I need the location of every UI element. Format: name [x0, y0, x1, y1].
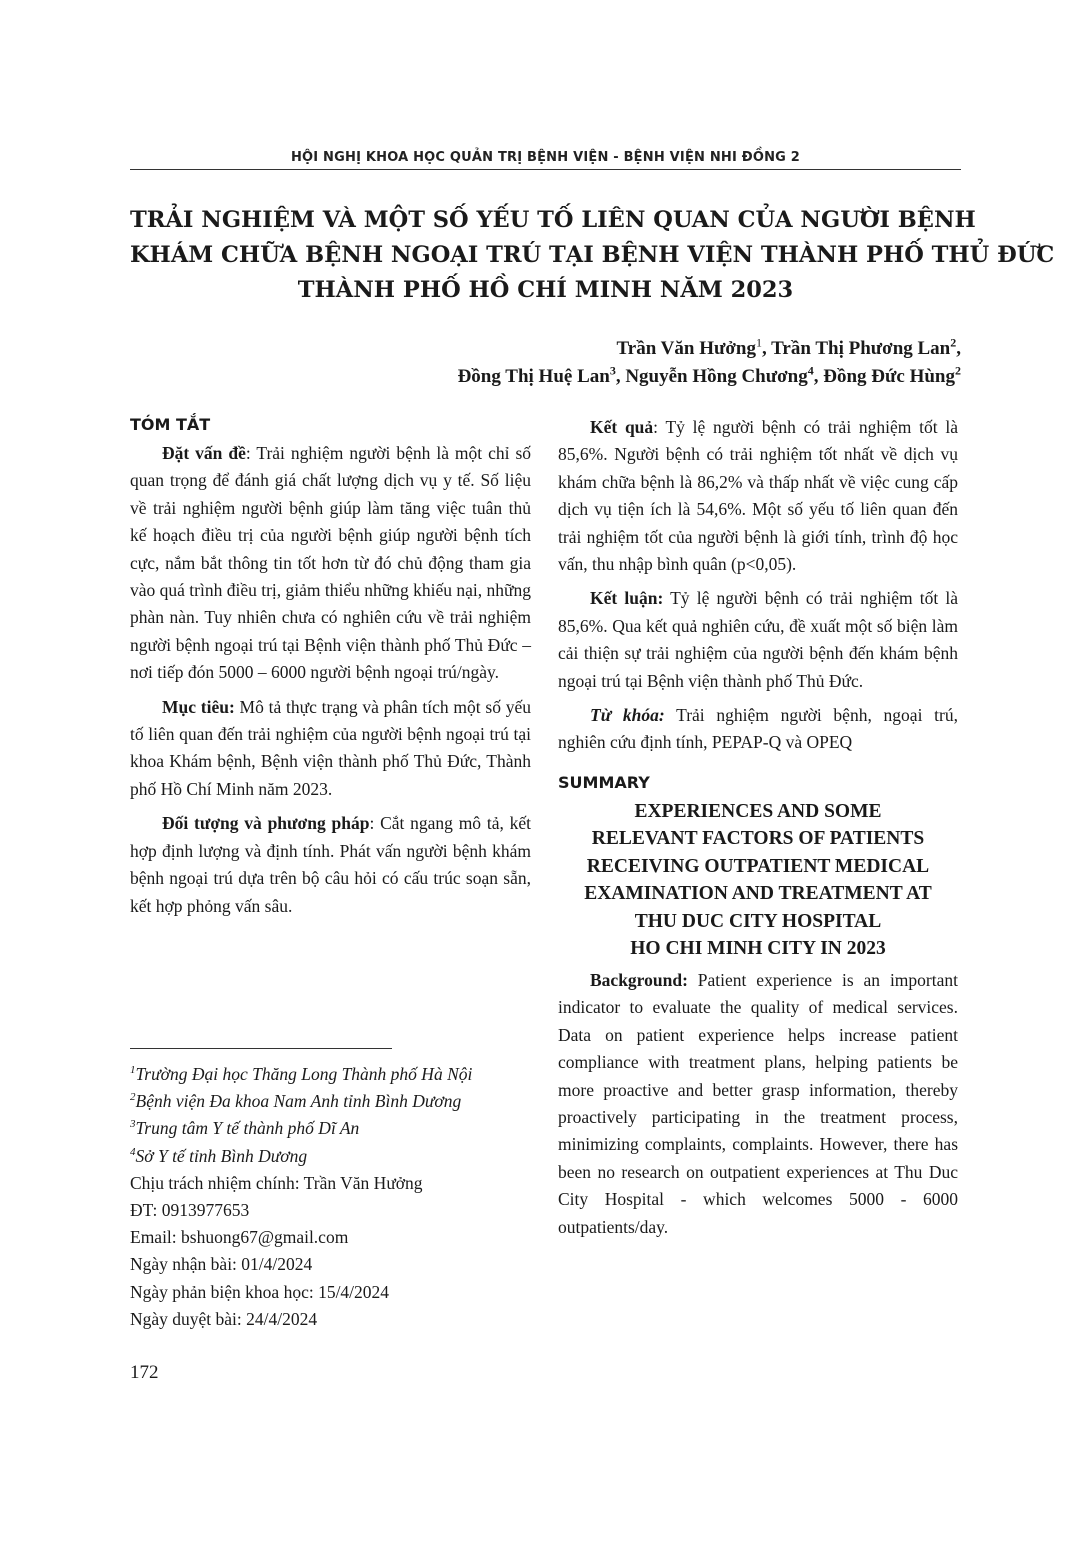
english-title-line: EXPERIENCES AND SOME	[634, 800, 882, 822]
author-affiliation-mark: 2	[950, 335, 957, 350]
author-separator: ,	[761, 338, 772, 359]
running-head: HỘI NGHỊ KHOA HỌC QUẢN TRỊ BỆNH VIỆN - BỆNH VIỆN NHI ĐỒNG 2	[290, 150, 801, 165]
author-affiliation-mark: 1	[755, 335, 762, 350]
author-affiliation-mark: 4	[807, 363, 814, 378]
affiliation-text: Bệnh viện Đa khoa Nam Anh tỉnh Bình Dương	[135, 1091, 462, 1112]
english-title-line: RELEVANT FACTORS OF PATIENTS	[591, 828, 925, 850]
english-title	[558, 798, 958, 963]
affiliation	[130, 1088, 530, 1115]
affiliation-mark: 1	[130, 1064, 136, 1077]
date-received: Ngày nhận bài: 01/4/2024	[130, 1254, 313, 1275]
section-text: : Cắt ngang mô tả, kết hợp định lượng và định tính. Phát vấn người bệnh khám bệnh ngoại trú dựa trên bộ câu hỏi có cấu trúc soạn sẵn, kết hợp phỏng vấn sâu.	[130, 813, 531, 916]
section-label: Từ khóa:	[590, 705, 665, 726]
affiliation	[130, 1115, 530, 1142]
section-text: : Trải nghiệm người bệnh là một chỉ số quan trọng để đánh giá chất lượng dịch vụ y tế. Số liệu về trải nghiệm người bệnh giúp làm tăng việc tuân thủ kế hoạch điều trị của người bệnh giúp người bệnh tích cực, nắm bắt thông tin tốt hơn từ đó chủ động tham gia vào quá trình điều trị, giảm thiểu những khiếu nại, những phàn nàn. Tuy nhiên chưa có nghiên cứu về trải nghiệm người bệnh ngoại trú tại Bệnh viện thành phố Thủ Đức – nơi tiếp đón 5000 – 6000 người bệnh ngoại trú/ngày.	[130, 443, 532, 683]
date-reviewed: Ngày phản biện khoa học: 15/4/2024	[130, 1281, 390, 1302]
author-separator: ,	[615, 366, 626, 387]
date-accepted: Ngày duyệt bài: 24/4/2024	[130, 1308, 318, 1329]
abstract-background	[130, 440, 531, 687]
email: Email: bshuong67@gmail.com	[130, 1227, 349, 1248]
page-number: 172	[130, 1362, 159, 1383]
english-title-line: EXAMINATION AND TREATMENT AT	[584, 883, 932, 905]
corresponding-author: Chịu trách nhiệm chính: Trần Văn Hưởng	[130, 1172, 423, 1193]
author-list	[458, 335, 961, 391]
author-name: Trần Thị Phương Lan	[771, 338, 951, 359]
section-label: Mục tiêu:	[162, 696, 235, 717]
article-title	[130, 203, 1055, 308]
footnotes	[130, 1061, 530, 1333]
section-label: Background:	[590, 969, 688, 990]
author-separator: ,	[956, 338, 961, 359]
abstract-keywords	[558, 702, 958, 757]
summary-heading: SUMMARY	[558, 772, 650, 792]
author-separator: ,	[813, 366, 824, 387]
section-label: Kết quả	[590, 417, 654, 437]
section-label: Đặt vấn đề	[162, 443, 246, 463]
header-rule	[130, 169, 961, 170]
affiliation-mark: 4	[130, 1145, 136, 1158]
right-column	[558, 414, 958, 1248]
abstract-objective	[130, 694, 531, 804]
left-column	[130, 414, 531, 927]
section-text: Mô tả thực trạng và phân tích một số yếu tố liên quan đến trải nghiệm của người bệnh ngoại trú tại khoa Khám bệnh, Bệnh viện thành phố Thủ Đức, Thành phố Hồ Chí Minh năm 2023.	[130, 696, 531, 799]
english-title-line: HO CHI MINH CITY IN 2023	[630, 938, 886, 960]
affiliation-text: Sở Y tế tỉnh Bình Dương	[135, 1145, 308, 1166]
author-name: Đồng Đức Hùng	[823, 366, 955, 387]
abstract-heading: TÓM TẮT	[130, 415, 211, 434]
abstract-results	[558, 414, 958, 578]
author-name: Trần Văn Hưởng	[616, 338, 756, 359]
abstract-methods	[130, 810, 531, 920]
affiliation	[130, 1061, 530, 1088]
summary-background	[558, 967, 958, 1241]
section-label: Đối tượng và phương pháp	[162, 813, 370, 834]
title-line: KHÁM CHỮA BỆNH NGOẠI TRÚ TẠI BỆNH VIỆN THÀNH PHỐ THỦ ĐỨC	[130, 242, 1055, 268]
author-name: Nguyễn Hồng Chương	[625, 366, 808, 387]
title-line: TRẢI NGHIỆM VÀ MỘT SỐ YẾU TỐ LIÊN QUAN CỦA NGƯỜI BỆNH	[130, 207, 976, 233]
title-line: THÀNH PHỐ HỒ CHÍ MINH NĂM 2023	[297, 277, 794, 303]
affiliation	[130, 1143, 530, 1170]
author-line	[458, 335, 961, 363]
affiliation-text: Trường Đại học Thăng Long Thành phố Hà Nội	[135, 1064, 473, 1084]
affiliation-mark: 2	[130, 1091, 136, 1104]
abstract-conclusion	[558, 585, 958, 695]
author-line	[458, 363, 961, 391]
author-affiliation-mark: 3	[609, 363, 616, 378]
section-text: Tỷ lệ người bệnh có trải nghiệm tốt là 85,6%. Qua kết quả nghiên cứu, đề xuất một số biện làm cải thiện sự trải nghiệm của người bệnh đến khám bệnh ngoại trú tại Bệnh viện thành phố Thủ Đức.	[558, 588, 958, 691]
author-name: Đồng Thị Huệ Lan	[457, 366, 610, 387]
english-title-line: THU DUC CITY HOSPITAL	[634, 910, 882, 932]
english-title-line: RECEIVING OUTPATIENT MEDICAL	[586, 855, 930, 877]
section-label: Kết luận:	[590, 588, 664, 609]
author-affiliation-mark: 2	[955, 363, 961, 378]
section-text: : Tỷ lệ người bệnh có trải nghiệm tốt là 85,6%. Người bệnh có trải nghiệm tốt nhất về dịch vụ khám chữa bệnh là 86,2% và thấp nhất về việc cung cấp dịch vụ tiện ích là 54,6%. Một số yếu tố liên quan đến trải nghiệm tốt của người bệnh là giới tính, trình độ học vấn, thu nhập bình quân (p<0,05).	[558, 417, 958, 575]
affiliation-mark: 3	[130, 1118, 136, 1131]
phone: ĐT: 0913977653	[130, 1200, 250, 1221]
section-text: Patient experience is an important indicator to evaluate the quality of medical services. Data on patient experience helps increase patient compliance with treatment plans, helping patients be more proactive and better grasp information, thereby proactively participating in the treatment process, minimizing complaints, complaints. However, there has been no research on outpatient experiences at Thu Duc City Hospital - which welcomes 5000 - 6000 outpatients/day.	[558, 969, 958, 1237]
section-text: Trải nghiệm người bệnh, ngoại trú, nghiên cứu định tính, PEPAP-Q và OPEQ	[558, 705, 958, 753]
footnote-rule	[130, 1048, 392, 1049]
affiliation-text: Trung tâm Y tế thành phố Dĩ An	[135, 1118, 360, 1139]
